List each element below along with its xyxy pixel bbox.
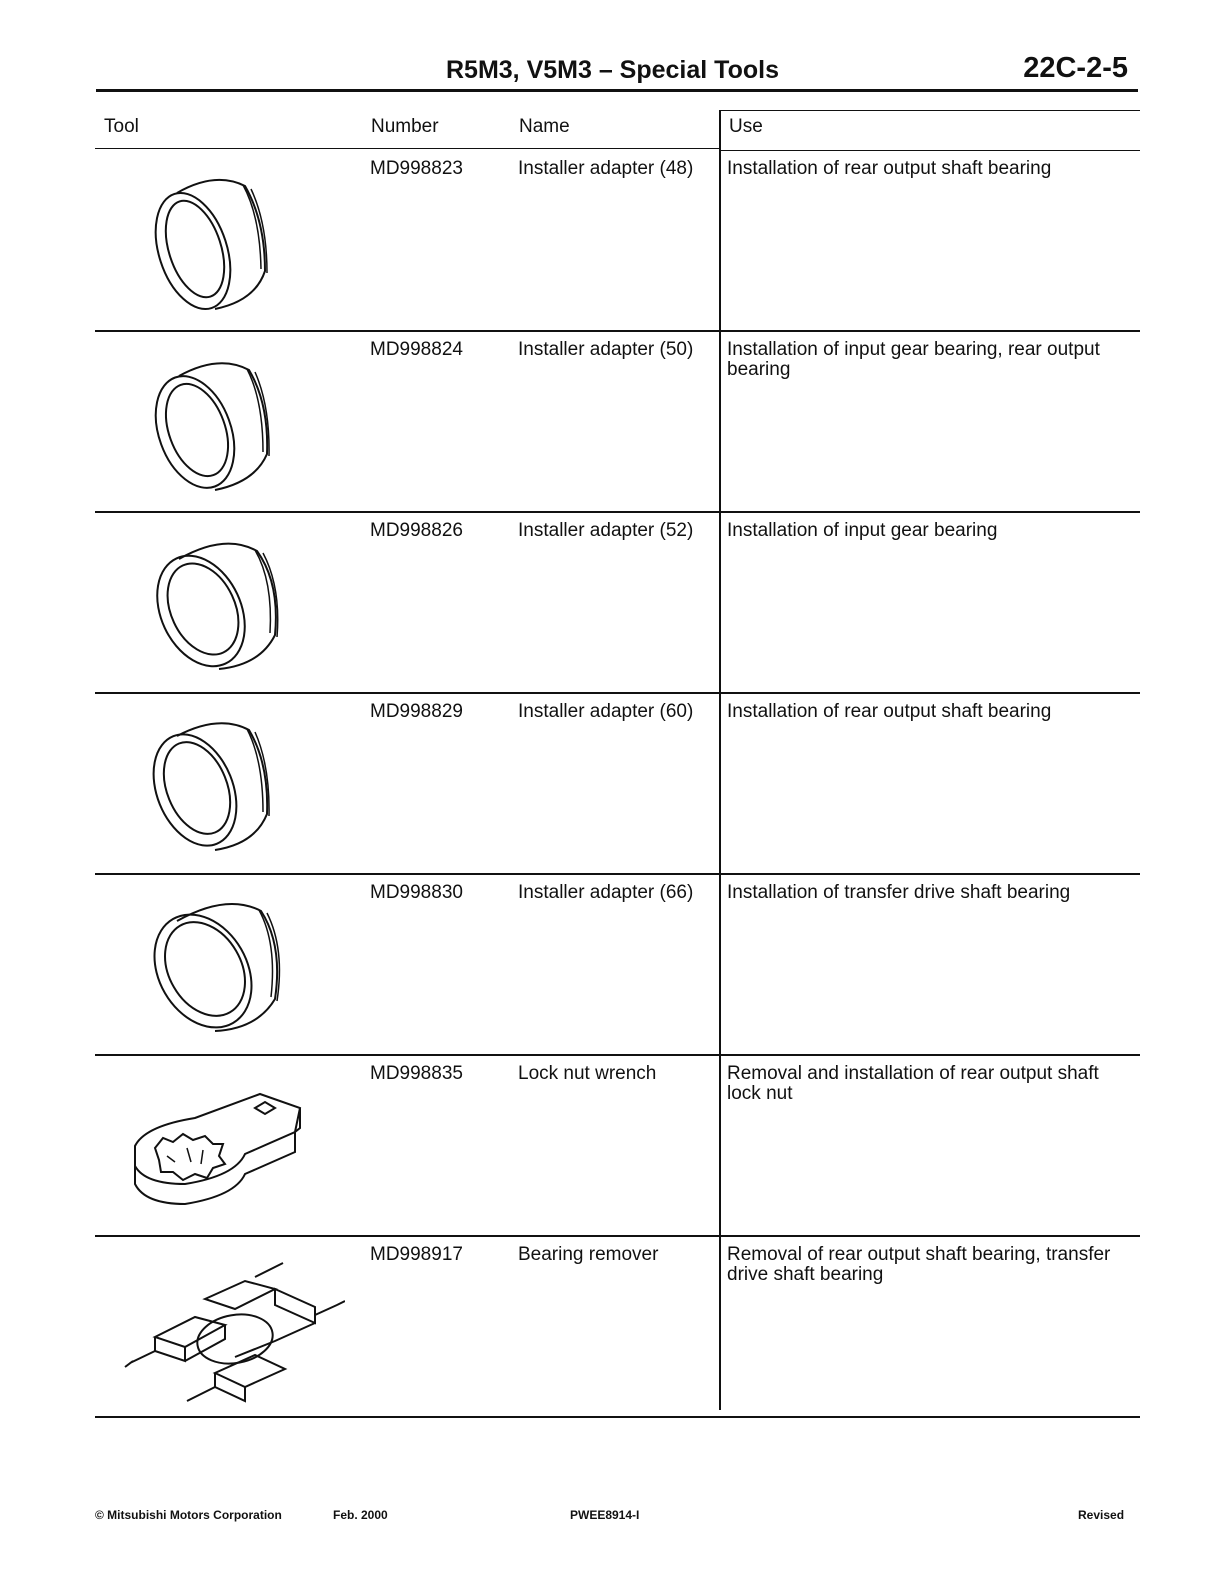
header-rule bbox=[96, 89, 1138, 92]
table-row bbox=[95, 151, 1140, 332]
column-header-tool: Tool bbox=[104, 116, 139, 137]
tool-number: MD998823 bbox=[370, 158, 463, 179]
tool-name: Lock nut wrench bbox=[518, 1063, 657, 1084]
special-tools-table bbox=[95, 110, 1140, 1416]
row-divider bbox=[95, 1416, 1140, 1418]
footer-doc-code: PWEE8914-I bbox=[570, 1508, 640, 1522]
table-row bbox=[95, 513, 1140, 694]
tool-name: Installer adapter (66) bbox=[518, 882, 694, 903]
ring-adapter-icon bbox=[115, 885, 345, 1050]
column-header-number: Number bbox=[371, 116, 439, 137]
ring-adapter-icon bbox=[115, 704, 345, 869]
page-number: 22C-2-5 bbox=[1023, 52, 1128, 84]
tool-use: Installation of input gear bearing bbox=[727, 520, 998, 541]
tool-number: MD998835 bbox=[370, 1063, 463, 1084]
header-rule-left bbox=[95, 148, 720, 149]
table-row bbox=[95, 1056, 1140, 1237]
tool-use: Removal of rear output shaft bearing, transfer drive shaft bearing bbox=[727, 1244, 1111, 1285]
ring-adapter-icon bbox=[115, 342, 345, 507]
bearing-remover-icon bbox=[115, 1247, 345, 1412]
table-row bbox=[95, 332, 1140, 513]
tool-use: Installation of input gear bearing, rear output bearing bbox=[727, 339, 1100, 380]
lock-nut-wrench-icon bbox=[115, 1066, 345, 1231]
tool-name: Installer adapter (60) bbox=[518, 701, 694, 722]
tool-name: Bearing remover bbox=[518, 1244, 659, 1265]
tool-number: MD998829 bbox=[370, 701, 463, 722]
footer-status: Revised bbox=[1078, 1508, 1125, 1522]
tool-use: Installation of transfer drive shaft bearing bbox=[727, 882, 1071, 903]
tool-name: Installer adapter (50) bbox=[518, 339, 694, 360]
tool-number: MD998824 bbox=[370, 339, 463, 360]
table-row bbox=[95, 1237, 1140, 1418]
page-header bbox=[96, 52, 1138, 92]
footer-copyright: © Mitsubishi Motors Corporation bbox=[95, 1508, 282, 1522]
table-row bbox=[95, 875, 1140, 1056]
tool-number: MD998830 bbox=[370, 882, 463, 903]
tool-number: MD998917 bbox=[370, 1244, 463, 1265]
page-title: R5M3, V5M3 – Special Tools bbox=[446, 56, 779, 84]
column-header-name: Name bbox=[519, 116, 570, 137]
column-header-use: Use bbox=[729, 116, 763, 137]
tool-use: Removal and installation of rear output shaft lock nut bbox=[727, 1063, 1099, 1104]
tool-name: Installer adapter (52) bbox=[518, 520, 694, 541]
tool-name: Installer adapter (48) bbox=[518, 158, 694, 179]
tool-use: Installation of rear output shaft bearing bbox=[727, 158, 1052, 179]
ring-adapter-icon bbox=[115, 161, 345, 326]
tool-number: MD998826 bbox=[370, 520, 463, 541]
footer-date: Feb. 2000 bbox=[333, 1508, 388, 1522]
table-top-rule bbox=[719, 110, 1140, 111]
ring-adapter-icon bbox=[115, 523, 345, 688]
table-row bbox=[95, 694, 1140, 875]
tool-use: Installation of rear output shaft bearing bbox=[727, 701, 1052, 722]
